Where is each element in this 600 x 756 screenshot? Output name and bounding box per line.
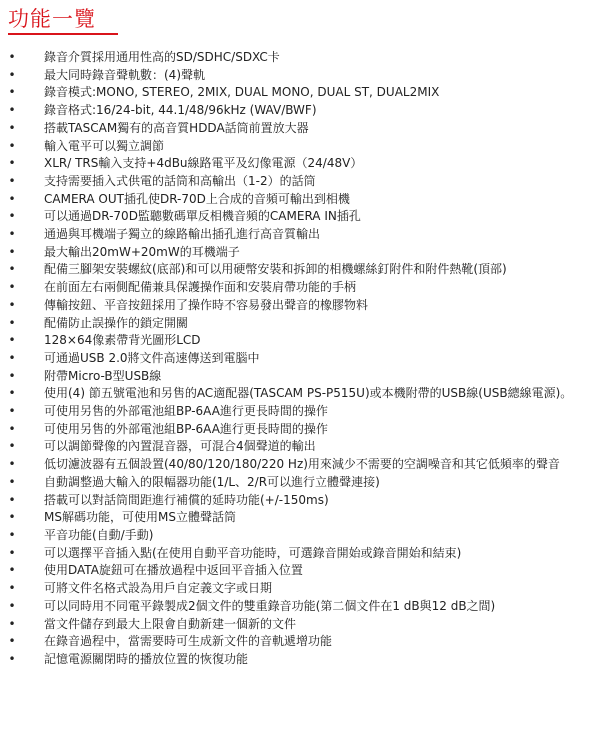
feature-text: 配備防止誤操作的鎖定開關 — [44, 315, 189, 330]
bullet-icon: • — [8, 103, 16, 118]
feature-text: 使用DATA旋鈕可在播放過程中返回平音插入位置 — [44, 563, 303, 578]
feature-item — [0, 315, 600, 333]
bullet-icon: • — [8, 439, 16, 454]
feature-item — [0, 368, 600, 386]
bullet-icon: • — [8, 527, 16, 542]
feature-item — [0, 456, 600, 474]
feature-text: 錄音介質採用通用性高的SD/SDHC/SDXC卡 — [44, 50, 280, 64]
bullet-icon: • — [8, 421, 16, 436]
bullet-icon: • — [8, 244, 16, 259]
bullet-icon: • — [8, 156, 16, 171]
feature-text: 記憶電源關閉時的播放位置的恢復功能 — [44, 651, 249, 666]
feature-item — [0, 350, 600, 368]
feature-text: 最大輸出20mW+20mW的耳機端子 — [44, 244, 240, 259]
feature-text: 使用(4) 節五號電池和另售的AC適配器(TASCAM PS-P515U)或本機附帶的USB線(USB總線電源)。 — [44, 386, 573, 401]
bullet-icon: • — [8, 616, 16, 631]
feature-text: 當文件儲存到最大上限會自動新建一個新的文件 — [44, 616, 297, 631]
title-underline — [8, 33, 118, 35]
feature-text: 搭載TASCAM獨有的高音質HDDA話筒前置放大器 — [44, 120, 309, 135]
feature-text: 錄音模式:MONO, STEREO, 2MIX, DUAL MONO, DUAL ST, DUAL2MIX — [44, 85, 440, 100]
feature-text: 可通過USB 2.0將文件高速傳送到電腦中 — [44, 350, 260, 365]
bullet-icon: • — [8, 474, 16, 489]
feature-item — [0, 616, 600, 634]
feature-text: 可使用另售的外部電池組BP-6AA進行更長時間的操作 — [44, 421, 328, 436]
feature-item — [0, 173, 600, 191]
feature-item — [0, 598, 600, 616]
bullet-icon: • — [8, 386, 16, 401]
feature-item — [0, 403, 600, 421]
feature-list — [0, 49, 600, 669]
feature-item — [0, 385, 600, 403]
bullet-icon: • — [8, 545, 16, 560]
bullet-icon: • — [8, 191, 16, 206]
feature-text: 在錄音過程中，當需要時可生成新文件的音軌遞增功能 — [44, 634, 333, 649]
feature-item — [0, 492, 600, 510]
feature-item — [0, 421, 600, 439]
bullet-icon: • — [8, 120, 16, 135]
bullet-icon: • — [8, 173, 16, 188]
feature-item — [0, 562, 600, 580]
bullet-icon: • — [8, 262, 16, 277]
bullet-icon: • — [8, 350, 16, 365]
feature-text: 附帶Micro-B型USB線 — [44, 368, 162, 383]
feature-text: 搭載可以對話筒間距進行補償的延時功能(+/-150ms) — [44, 492, 329, 507]
feature-item — [0, 332, 600, 350]
bullet-icon: • — [8, 209, 16, 224]
feature-text: XLR/ TRS輸入支持+4dBu線路電平及幻像電源（24/48V） — [44, 156, 363, 171]
feature-item — [0, 49, 600, 67]
feature-item — [0, 138, 600, 156]
feature-item — [0, 438, 600, 456]
feature-text: 輸入電平可以獨立調節 — [44, 138, 165, 153]
feature-text: 在前面左右兩側配備兼具保護操作面和安裝肩帶功能的手柄 — [44, 280, 357, 295]
feature-text: 低切濾波器有五個設置(40/80/120/180/220 Hz)用來減少不需要的空調噪音和其它低頻率的聲音 — [44, 457, 560, 472]
page-title: 功能一覽 — [8, 7, 96, 31]
bullet-icon: • — [8, 280, 16, 295]
feature-text: 可以通過DR-70D監聽數碼單反相機音頻的CAMERA IN插孔 — [44, 209, 361, 224]
bullet-icon: • — [8, 67, 16, 82]
feature-item — [0, 545, 600, 563]
feature-item — [0, 67, 600, 85]
feature-text: 自動調整過大輸入的限幅器功能(1/L、2/R可以進行立體聲連接) — [44, 474, 380, 489]
feature-item — [0, 297, 600, 315]
bullet-icon: • — [8, 457, 16, 472]
bullet-icon: • — [8, 563, 16, 578]
feature-text: 可以同時用不同電平錄製成2個文件的雙重錄音功能(第二個文件在1 dB與12 dB之間) — [44, 598, 496, 613]
bullet-icon: • — [8, 510, 16, 525]
feature-text: CAMERA OUT插孔使DR-70D上合成的音頻可輸出到相機 — [44, 191, 350, 206]
feature-item — [0, 244, 600, 262]
feature-text: 可將文件名格式設為用戶自定義文字或日期 — [44, 581, 273, 596]
feature-text: 支持需要插入式供電的話筒和高輸出（1-2）的話筒 — [44, 173, 316, 188]
feature-text: 傳輸按鈕、平音按鈕採用了操作時不容易發出聲音的橡膠物料 — [44, 297, 369, 312]
feature-text: 最大同時錄音聲軌數：(4)聲軌 — [44, 67, 205, 82]
bullet-icon: • — [8, 297, 16, 312]
feature-text: 可以調節聲像的內置混音器，可混合4個聲道的輸出 — [44, 439, 316, 454]
feature-item — [0, 102, 600, 120]
bullet-icon: • — [8, 404, 16, 419]
feature-text: 可使用另售的外部電池組BP-6AA進行更長時間的操作 — [44, 404, 328, 419]
bullet-icon: • — [8, 227, 16, 242]
feature-text: 錄音格式:16/24-bit, 44.1/48/96kHz (WAV/BWF) — [44, 103, 317, 118]
feature-item — [0, 527, 600, 545]
feature-item — [0, 208, 600, 226]
feature-text: 通過與耳機端子獨立的線路輸出插孔進行高音質輸出 — [44, 227, 321, 242]
bullet-icon: • — [8, 50, 16, 64]
bullet-icon: • — [8, 492, 16, 507]
feature-item — [0, 633, 600, 651]
feature-item — [0, 261, 600, 279]
feature-item — [0, 84, 600, 102]
feature-item — [0, 279, 600, 297]
feature-item — [0, 226, 600, 244]
bullet-icon: • — [8, 333, 16, 348]
feature-item — [0, 651, 600, 669]
bullet-icon: • — [8, 368, 16, 383]
feature-item — [0, 474, 600, 492]
bullet-icon: • — [8, 315, 16, 330]
feature-text: 配備三腳架安裝螺紋(底部)和可以用硬幣安裝和拆卸的相機螺絲釘附件和附件熱靴(頂部) — [44, 262, 507, 277]
title-block — [0, 8, 600, 37]
feature-item — [0, 580, 600, 598]
feature-text: MS解碼功能，可使用MS立體聲話筒 — [44, 510, 236, 525]
feature-item — [0, 191, 600, 209]
bullet-icon: • — [8, 138, 16, 153]
feature-item — [0, 120, 600, 138]
feature-text: 可以選擇平音插入點(在使用自動平音功能時，可選錄音開始或錄音開始和結束) — [44, 545, 462, 560]
feature-item — [0, 509, 600, 527]
feature-text: 128×64像素帶背光圖形LCD — [44, 333, 201, 348]
bullet-icon: • — [8, 651, 16, 666]
bullet-icon: • — [8, 85, 16, 100]
bullet-icon: • — [8, 598, 16, 613]
feature-text: 平音功能(自動/手動) — [44, 527, 154, 542]
bullet-icon: • — [8, 581, 16, 596]
bullet-icon: • — [8, 634, 16, 649]
feature-item — [0, 155, 600, 173]
